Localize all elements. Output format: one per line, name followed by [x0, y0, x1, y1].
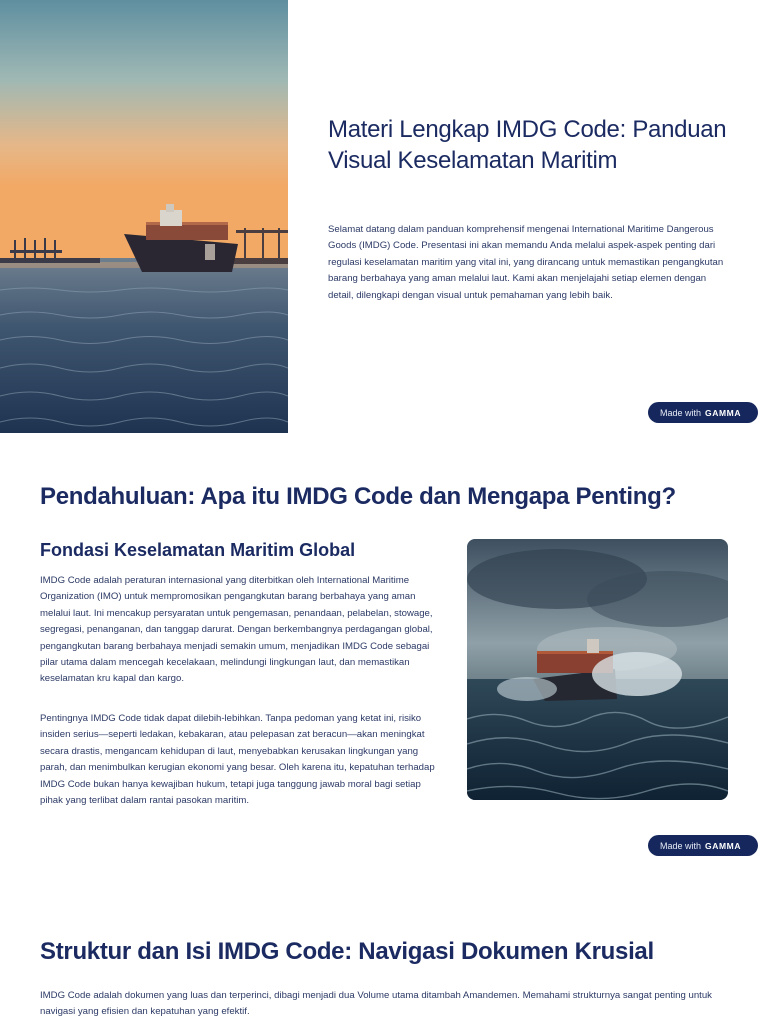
gamma-logo: GAMMA — [705, 407, 742, 418]
made-with-gamma-badge[interactable] — [648, 402, 758, 423]
slide-title — [0, 0, 768, 433]
introduction-paragraph-1: IMDG Code adalah peraturan internasional yang diterbitkan oleh International Maritime Organization (IMO) untuk mempromosikan pengangkutan barang berbahaya yang aman melalui laut. Ini mencakup persyaratan untuk pengemasan, penandaan, pelabelan, stowage, segregasi, penanganan, dan tanggap darurat. Dengan berkembangnya perdagangan global, pengangkutan barang berbahaya menjadi semakin umum, menjadikan IMDG Code sebagai pilar utama dalam mencegah kecelakaan, melindungi lingkungan laut, dan memastikan keselamatan kru kapal dan kargo. — [40, 575, 433, 685]
section-subtitle-foundation: Fondasi Keselamatan Maritim Global — [40, 540, 356, 560]
structure-paragraph: IMDG Code adalah dokumen yang luas dan terperinci, dibagi menjadi dua Volume utama ditambah Amandemen. Memahami strukturnya sangat penting untuk navigasi yang efisien dan kepatuhan yang efektif. — [40, 990, 712, 1018]
made-with-gamma-badge[interactable] — [648, 835, 758, 856]
container-ship-sunset-image — [0, 0, 288, 433]
intro-paragraph: Selamat datang dalam panduan komprehensif mengenai International Maritime Dangerous Goods (IMDG) Code. Presentasi ini akan memandu Anda melalui aspek-aspek penting dari regulasi keselamatan maritim yang vital ini, yang dirancang untuk memastikan pengangkutan barang berbahaya yang aman melalui laut. Kami akan menjelajahi setiap elemen dengan detail, dilengkapi dengan visual untuk pemahaman yang lebih baik. — [328, 224, 724, 301]
page-title: Materi Lengkap IMDG Code: Panduan Visual Keselamatan Maritim — [328, 116, 727, 174]
gamma-logo: GAMMA — [705, 840, 742, 851]
badge-prefix: Made with — [660, 407, 702, 418]
section-title-structure: Struktur dan Isi IMDG Code: Navigasi Dokumen Krusial — [40, 938, 654, 965]
section-title-introduction: Pendahuluan: Apa itu IMDG Code dan Mengapa Penting? — [40, 483, 676, 510]
ship-in-storm-image — [467, 539, 728, 800]
introduction-paragraph-2: Pentingnya IMDG Code tidak dapat dilebih-lebihkan. Tanpa pedoman yang ketat ini, risiko insiden serius—seperti ledakan, kebakaran, atau pelepasan zat beracun—akan meningkat secara drastis, mengancam kehidupan di laut, menyebabkan kerusakan lingkungan yang parah, dan menimbulkan kerugian ekonomi yang besar. Oleh karena itu, kepatuhan terhadap IMDG Code bukan hanya kewajiban hukum, tetapi juga tanggung jawab moral bagi setiap pihak yang terlibat dalam rantai pasokan maritim. — [40, 713, 435, 807]
badge-prefix: Made with — [660, 840, 702, 851]
